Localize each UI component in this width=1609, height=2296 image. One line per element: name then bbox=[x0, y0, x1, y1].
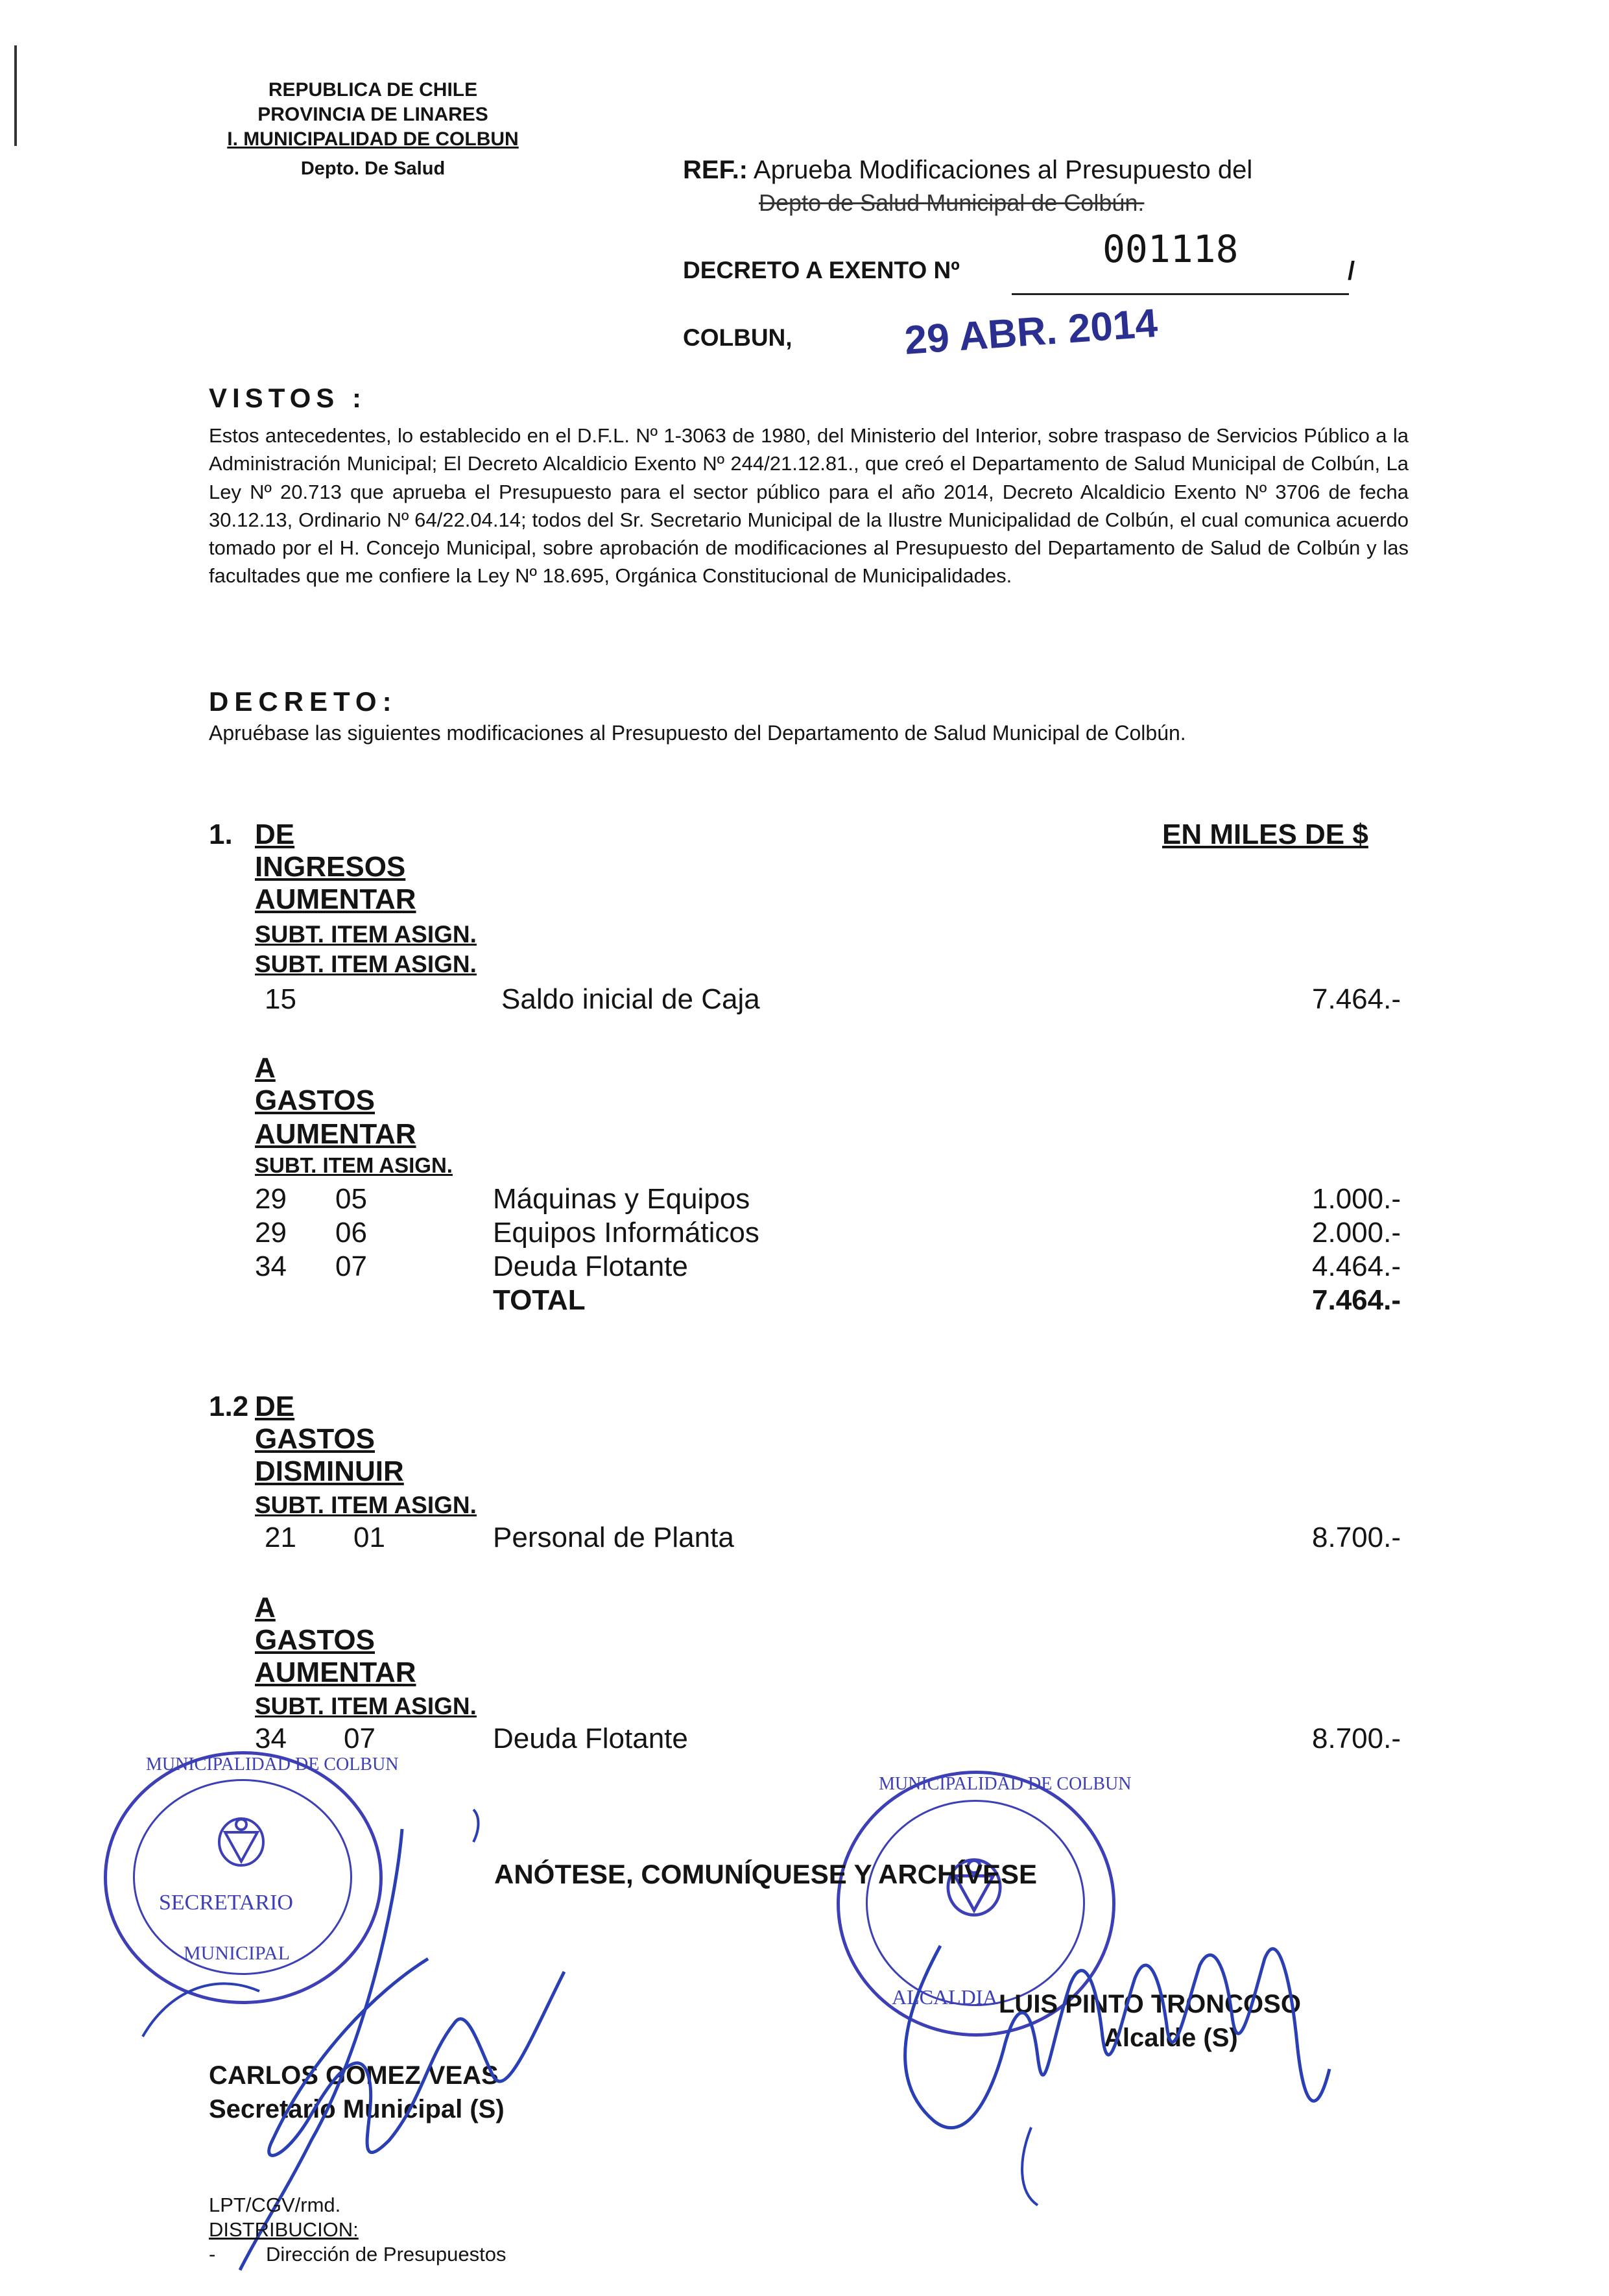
gasto-row-2-desc: Equipos Informáticos bbox=[493, 1217, 759, 1249]
decreto-slash: / bbox=[1348, 257, 1355, 285]
ingreso-row-desc: Saldo inicial de Caja bbox=[501, 983, 760, 1015]
disminuir-row-subt: 21 bbox=[265, 1522, 296, 1553]
header-municipalidad: I. MUNICIPALIDAD DE COLBUN bbox=[227, 128, 519, 150]
decreto-label: DECRETO A EXENTO Nº bbox=[683, 257, 960, 283]
section1-a: A bbox=[255, 1052, 276, 1084]
section12-gastos: GASTOS bbox=[255, 1423, 375, 1455]
decreto-number-rule bbox=[1012, 293, 1349, 295]
gasto-row-1-desc: Máquinas y Equipos bbox=[493, 1183, 750, 1215]
ref-label: REF.: bbox=[683, 156, 748, 184]
section1-subt-header-1: SUBT. ITEM ASIGN. bbox=[255, 921, 477, 948]
section1-de: DE bbox=[255, 819, 295, 850]
section12-number: 1.2 bbox=[209, 1391, 249, 1422]
vistos-heading: VISTOS : bbox=[209, 383, 366, 413]
section1-subt-header-3: SUBT. ITEM ASIGN. bbox=[255, 1153, 453, 1177]
section1-units: EN MILES DE $ bbox=[1162, 819, 1368, 850]
date-stamp: 29 ABR. 2014 bbox=[903, 300, 1160, 363]
section1-ingresos: INGRESOS bbox=[255, 851, 406, 883]
decreto-number: 001118 bbox=[1102, 227, 1239, 271]
alcalde-signature bbox=[863, 1848, 1355, 2212]
header-depto: Depto. De Salud bbox=[300, 158, 446, 179]
header-provincia: PROVINCIA DE LINARES bbox=[257, 104, 488, 125]
section12-a: A bbox=[255, 1592, 276, 1623]
section12-subt-header-1: SUBT. ITEM ASIGN. bbox=[255, 1492, 477, 1518]
footer-initials: LPT/CGV/rmd. bbox=[209, 2194, 341, 2216]
gasto-row-3-desc: Deuda Flotante bbox=[493, 1250, 688, 1282]
secretario-title: Secretario Municipal (S) bbox=[209, 2095, 505, 2123]
section1-number: 1. bbox=[209, 819, 233, 850]
total-label: TOTAL bbox=[493, 1284, 586, 1316]
gasto-row-2-subt: 29 bbox=[255, 1217, 287, 1249]
aumentar-row-item: 07 bbox=[344, 1723, 375, 1754]
disminuir-row-item: 01 bbox=[353, 1522, 385, 1553]
total-amount: 7.464.- bbox=[1312, 1284, 1401, 1316]
section12-gastos-2: GASTOS bbox=[255, 1624, 375, 1656]
secretario-name: CARLOS GOMEZ VEAS bbox=[209, 2061, 499, 2090]
decreto-heading: DECRETO: bbox=[209, 686, 398, 717]
disminuir-row-desc: Personal de Planta bbox=[493, 1522, 734, 1553]
disminuir-row-amount: 8.700.- bbox=[1312, 1522, 1401, 1553]
ref-line-1 bbox=[683, 156, 1252, 185]
ref-text-1: Aprueba Modificaciones al Presupuesto del bbox=[753, 156, 1253, 184]
section12-de: DE bbox=[255, 1391, 295, 1422]
header-republica: REPUBLICA DE CHILE bbox=[268, 79, 478, 101]
gasto-row-2-amount: 2.000.- bbox=[1312, 1217, 1401, 1249]
aumentar-row-amount: 8.700.- bbox=[1312, 1723, 1401, 1754]
alcaldia-stamp-top: MUNICIPALIDAD DE COLBUN bbox=[879, 1774, 1132, 1794]
section1-gastos: GASTOS bbox=[255, 1084, 375, 1116]
ref-text-2: Depto de Salud Municipal de Colbún. bbox=[759, 189, 1145, 216]
section12-subt-header-2: SUBT. ITEM ASIGN. bbox=[255, 1693, 477, 1719]
alcaldia-stamp-bottom: ALCALDIA bbox=[892, 1985, 998, 2009]
secretario-stamp-center: SECRETARIO bbox=[159, 1891, 293, 1915]
footer-item-1: Dirección de Presupuestos bbox=[266, 2243, 507, 2266]
section1-aumentar: AUMENTAR bbox=[255, 883, 416, 915]
gasto-row-3-amount: 4.464.- bbox=[1312, 1250, 1401, 1282]
aumentar-row-subt: 34 bbox=[255, 1723, 287, 1754]
secretario-signature bbox=[117, 1777, 700, 2296]
aumentar-row-desc: Deuda Flotante bbox=[493, 1723, 688, 1754]
vistos-body: Estos antecedentes, lo establecido en el D.F.L. Nº 1-3063 de 1980, del Ministerio del Interior, sobre traspaso de Servicios Público a la Administración Municipal; El Decreto Alcaldicio Exento Nº 244/21.12.81., que creó el Departamento de Salud Municipal de Colbún, La Ley Nº 20.713 que aprueba el Presupuesto para el sector público para el año 2014, Decreto Alcaldicio Exento Nº 3706 de fecha 30.12.13, Ordinario Nº 64/22.04.14; todos del Sr. Secretario Municipal de la Ilustre Municipalidad de Colbún, el cual comunica acuerdo tomado por el H. Concejo Municipal, sobre aprobación de modificaciones al Presupuesto del Departamento de Salud de Colbún y las facultades que me confiere la Ley Nº 18.695, Orgánica Constitucional de Municipalidades. bbox=[209, 424, 1409, 588]
ingreso-row-amount: 7.464.- bbox=[1312, 983, 1401, 1015]
section12-disminuir: DISMINUIR bbox=[255, 1455, 404, 1487]
alcalde-title: Alcalde (S) bbox=[1104, 2024, 1238, 2052]
secretario-stamp-bottom: MUNICIPAL bbox=[184, 1943, 290, 1964]
secretario-stamp-top: MUNICIPALIDAD DE COLBUN bbox=[146, 1754, 399, 1775]
gasto-row-3-subt: 34 bbox=[255, 1250, 287, 1282]
place-label: COLBUN, bbox=[683, 324, 793, 351]
section1-subt-header-2: SUBT. ITEM ASIGN. bbox=[255, 951, 477, 977]
gasto-row-2-item: 06 bbox=[335, 1217, 367, 1249]
gasto-row-1-item: 05 bbox=[335, 1183, 367, 1215]
footer-distribucion: DISTRIBUCION: bbox=[209, 2218, 359, 2241]
margin-mark bbox=[14, 45, 17, 146]
ingreso-row-subt: 15 bbox=[265, 983, 296, 1015]
gasto-row-3-item: 07 bbox=[335, 1250, 367, 1282]
section12-aumentar: AUMENTAR bbox=[255, 1656, 416, 1688]
gasto-row-1-subt: 29 bbox=[255, 1183, 287, 1215]
footer-bullet: - bbox=[209, 2243, 216, 2266]
decreto-body: Apruébase las siguientes modificaciones al Presupuesto del Departamento de Salud Municipal de Colbún. bbox=[209, 721, 1186, 745]
closing-text: ANÓTESE, COMUNÍQUESE Y ARCHÍVESE bbox=[494, 1859, 1038, 1889]
section1-aumentar-2: AUMENTAR bbox=[255, 1118, 416, 1150]
gasto-row-1-amount: 1.000.- bbox=[1312, 1183, 1401, 1215]
alcalde-name: LUIS PINTO TRONCOSO bbox=[999, 1990, 1301, 2018]
